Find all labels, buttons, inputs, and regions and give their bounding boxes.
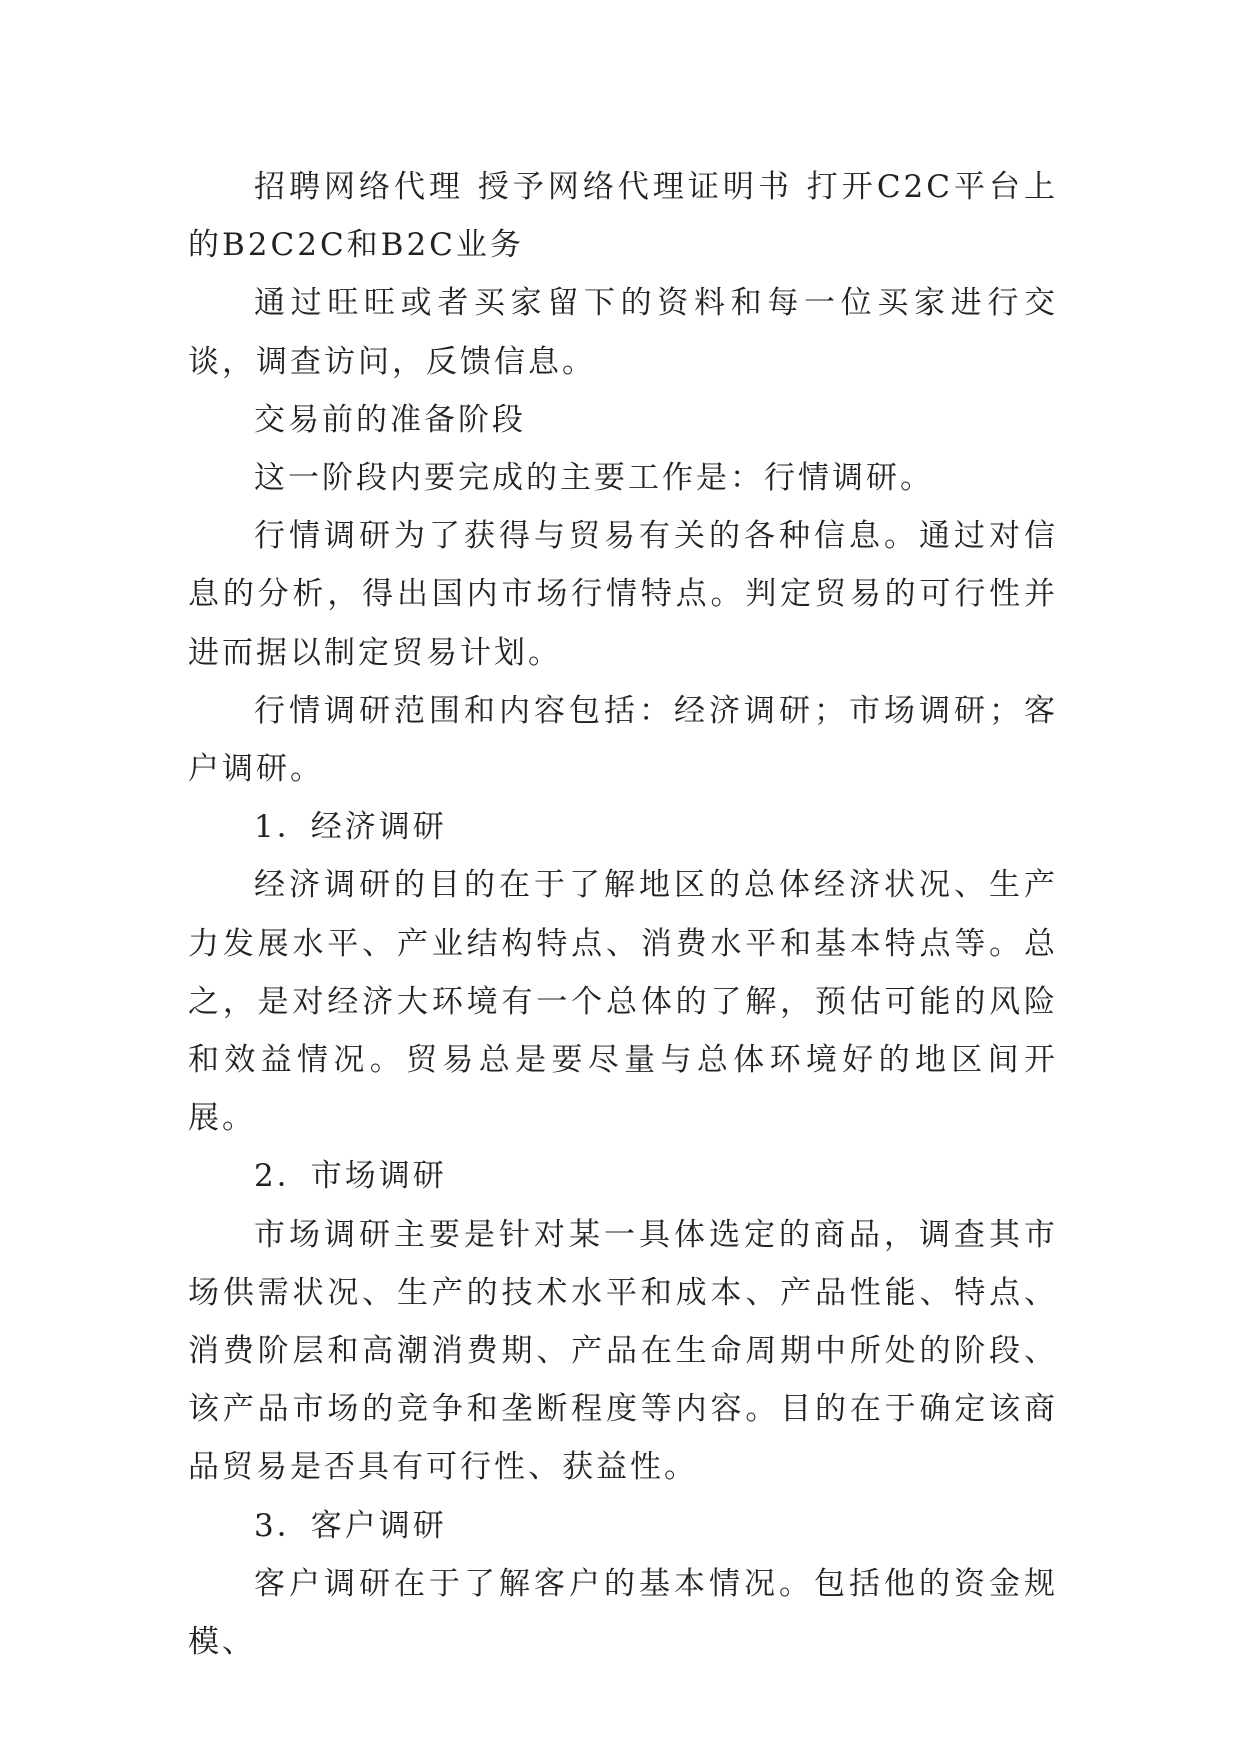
paragraph-recruit-agents: 招聘网络代理 授予网络代理证明书 打开C2C平台上的B2C2C和B2C业务 bbox=[188, 169, 1058, 264]
heading-economic-research: 1．经济调研 bbox=[254, 809, 447, 846]
paragraph-buyer-survey: 通过旺旺或者买家留下的资料和每一位买家进行交谈，调查访问，反馈信息。 bbox=[188, 285, 1058, 380]
paragraph-customer-research: 客户调研在于了解客户的基本情况。包括他的资金规模、 bbox=[188, 1565, 1058, 1661]
paragraph-economic-research: 经济调研的目的在于了解地区的总体经济状况、生产力发展水平、产业结构特点、消费水平和基本特点等。总之，是对经济大环境有一个总体的了解，预估可能的风险和效益情况。贸易总是要尽量与总体环境好的地区间开展。 bbox=[188, 867, 1058, 1137]
heading-pre-trade-stage: 交易前的准备阶段 bbox=[254, 401, 526, 438]
paragraph-research-scope: 行情调研范围和内容包括：经济调研；市场调研；客户调研。 bbox=[188, 692, 1058, 788]
heading-market-research: 2．市场调研 bbox=[254, 1158, 447, 1195]
paragraph-market-research: 市场调研主要是针对某一具体选定的商品，调查其市场供需状况、生产的技术水平和成本、产品性能、特点、消费阶层和高潮消费期、产品在生命周期中所处的阶段、该产品市场的竞争和垄断程度等内容。目的在于确定该商品贸易是否具有可行性、获益性。 bbox=[188, 1216, 1058, 1486]
heading-customer-research: 3．客户调研 bbox=[254, 1507, 447, 1544]
paragraph-market-research-purpose: 行情调研为了获得与贸易有关的各种信息。通过对信息的分析，得出国内市场行情特点。判定贸易的可行性并进而据以制定贸易计划。 bbox=[188, 518, 1058, 671]
paragraph-main-work: 这一阶段内要完成的主要工作是：行情调研。 bbox=[254, 460, 934, 497]
document-body bbox=[188, 158, 1058, 1671]
